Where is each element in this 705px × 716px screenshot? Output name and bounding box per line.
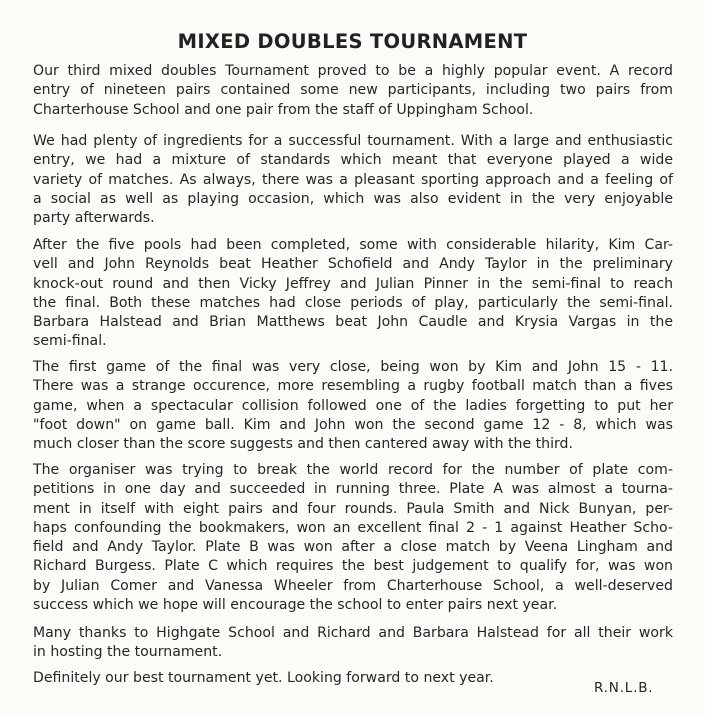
article-title: MIXED DOUBLES TOURNAMENT <box>177 30 528 53</box>
text-line: knock-out round and then Vicky Jeffrey and Julian Pinner in the semi-final to reach <box>33 275 673 292</box>
text-line: Barbara Halstead and Brian Matthews beat John Caudle and Krysia Vargas in the <box>33 314 673 331</box>
text-line: There was a strange occurence, more resembling a rugby football match than a fives <box>33 378 673 395</box>
text-line: After the five pools had been completed, some with considerable hilarity, Kim Car- <box>33 237 673 253</box>
text-line: a social as well as playing occasion, which was also evident in the very enjoyable <box>33 190 673 207</box>
paragraph-4 <box>33 358 673 454</box>
text-line: game, when a spectacular collision followed one of the ladies forgetting to put her <box>33 397 673 414</box>
text-line: by Julian Comer and Vanessa Wheeler from Charterhouse School, a well-deserved <box>33 577 673 594</box>
text-line: petitions in one day and succeeded in running three. Plate A was almost a tourna- <box>33 481 673 498</box>
text-line: variety of matches. As always, there was a pleasant sporting approach and a feeling of <box>33 171 673 188</box>
text-line: Charterhouse School and one pair from the staff of Uppingham School. <box>33 101 534 118</box>
text-line: vell and John Reynolds beat Heather Schofield and Andy Taylor in the preliminary <box>33 256 673 273</box>
paragraph-7 <box>33 669 673 688</box>
text-line: "foot down" on game ball. Kim and John won the second game 12 - 8, which was <box>33 416 673 433</box>
text-line: We had plenty of ingredients for a successful tournament. With a large and enthusiastic <box>33 133 673 149</box>
text-line: entry, we had a mixture of standards which meant that everyone played a wide <box>33 152 673 169</box>
text-line: the final. Both these matches had close periods of play, particularly the semi-final. <box>33 294 673 311</box>
text-line: in hosting the tournament. <box>33 644 223 661</box>
paragraph-6 <box>33 624 673 663</box>
text-line: field and Andy Taylor. Plate B was won after a close match by Veena Lingham and <box>33 539 673 556</box>
text-line: Richard Burgess. Plate C which requires the best judgement to qualify for, was won <box>33 558 673 575</box>
text-line: success which we hope will encourage the school to enter pairs next year. <box>33 597 558 614</box>
paragraph-5 <box>33 461 673 615</box>
paragraph-1 <box>33 62 673 120</box>
text-line: Definitely our best tournament yet. Looking forward to next year. <box>33 670 494 686</box>
paragraph-3 <box>33 236 673 352</box>
text-line: Many thanks to Highgate School and Richard and Barbara Halstead for all their work <box>33 625 673 641</box>
author-signature: R.N.L.B. <box>594 680 654 696</box>
text-line: The first game of the final was very close, being won by Kim and John 15 - 11. <box>33 359 673 375</box>
text-line: entry of nineteen pairs contained some new participants, including two pairs from <box>33 82 673 99</box>
text-line: Our third mixed doubles Tournament proved to be a highly popular event. A record <box>33 63 673 79</box>
text-line: much closer than the score suggests and then cantered away with the third. <box>33 436 573 453</box>
text-line: party afterwards. <box>33 210 155 227</box>
text-line: haps confounding the bookmakers, won an excellent final 2 - 1 against Heather Scho- <box>33 519 673 536</box>
text-line: ment in itself with eight pairs and four rounds. Paula Smith and Nick Bunyan, per- <box>33 500 673 517</box>
text-line: The organiser was trying to break the world record for the number of plate com- <box>33 462 673 478</box>
text-line: semi-final. <box>33 333 107 350</box>
paragraph-2 <box>33 132 673 228</box>
